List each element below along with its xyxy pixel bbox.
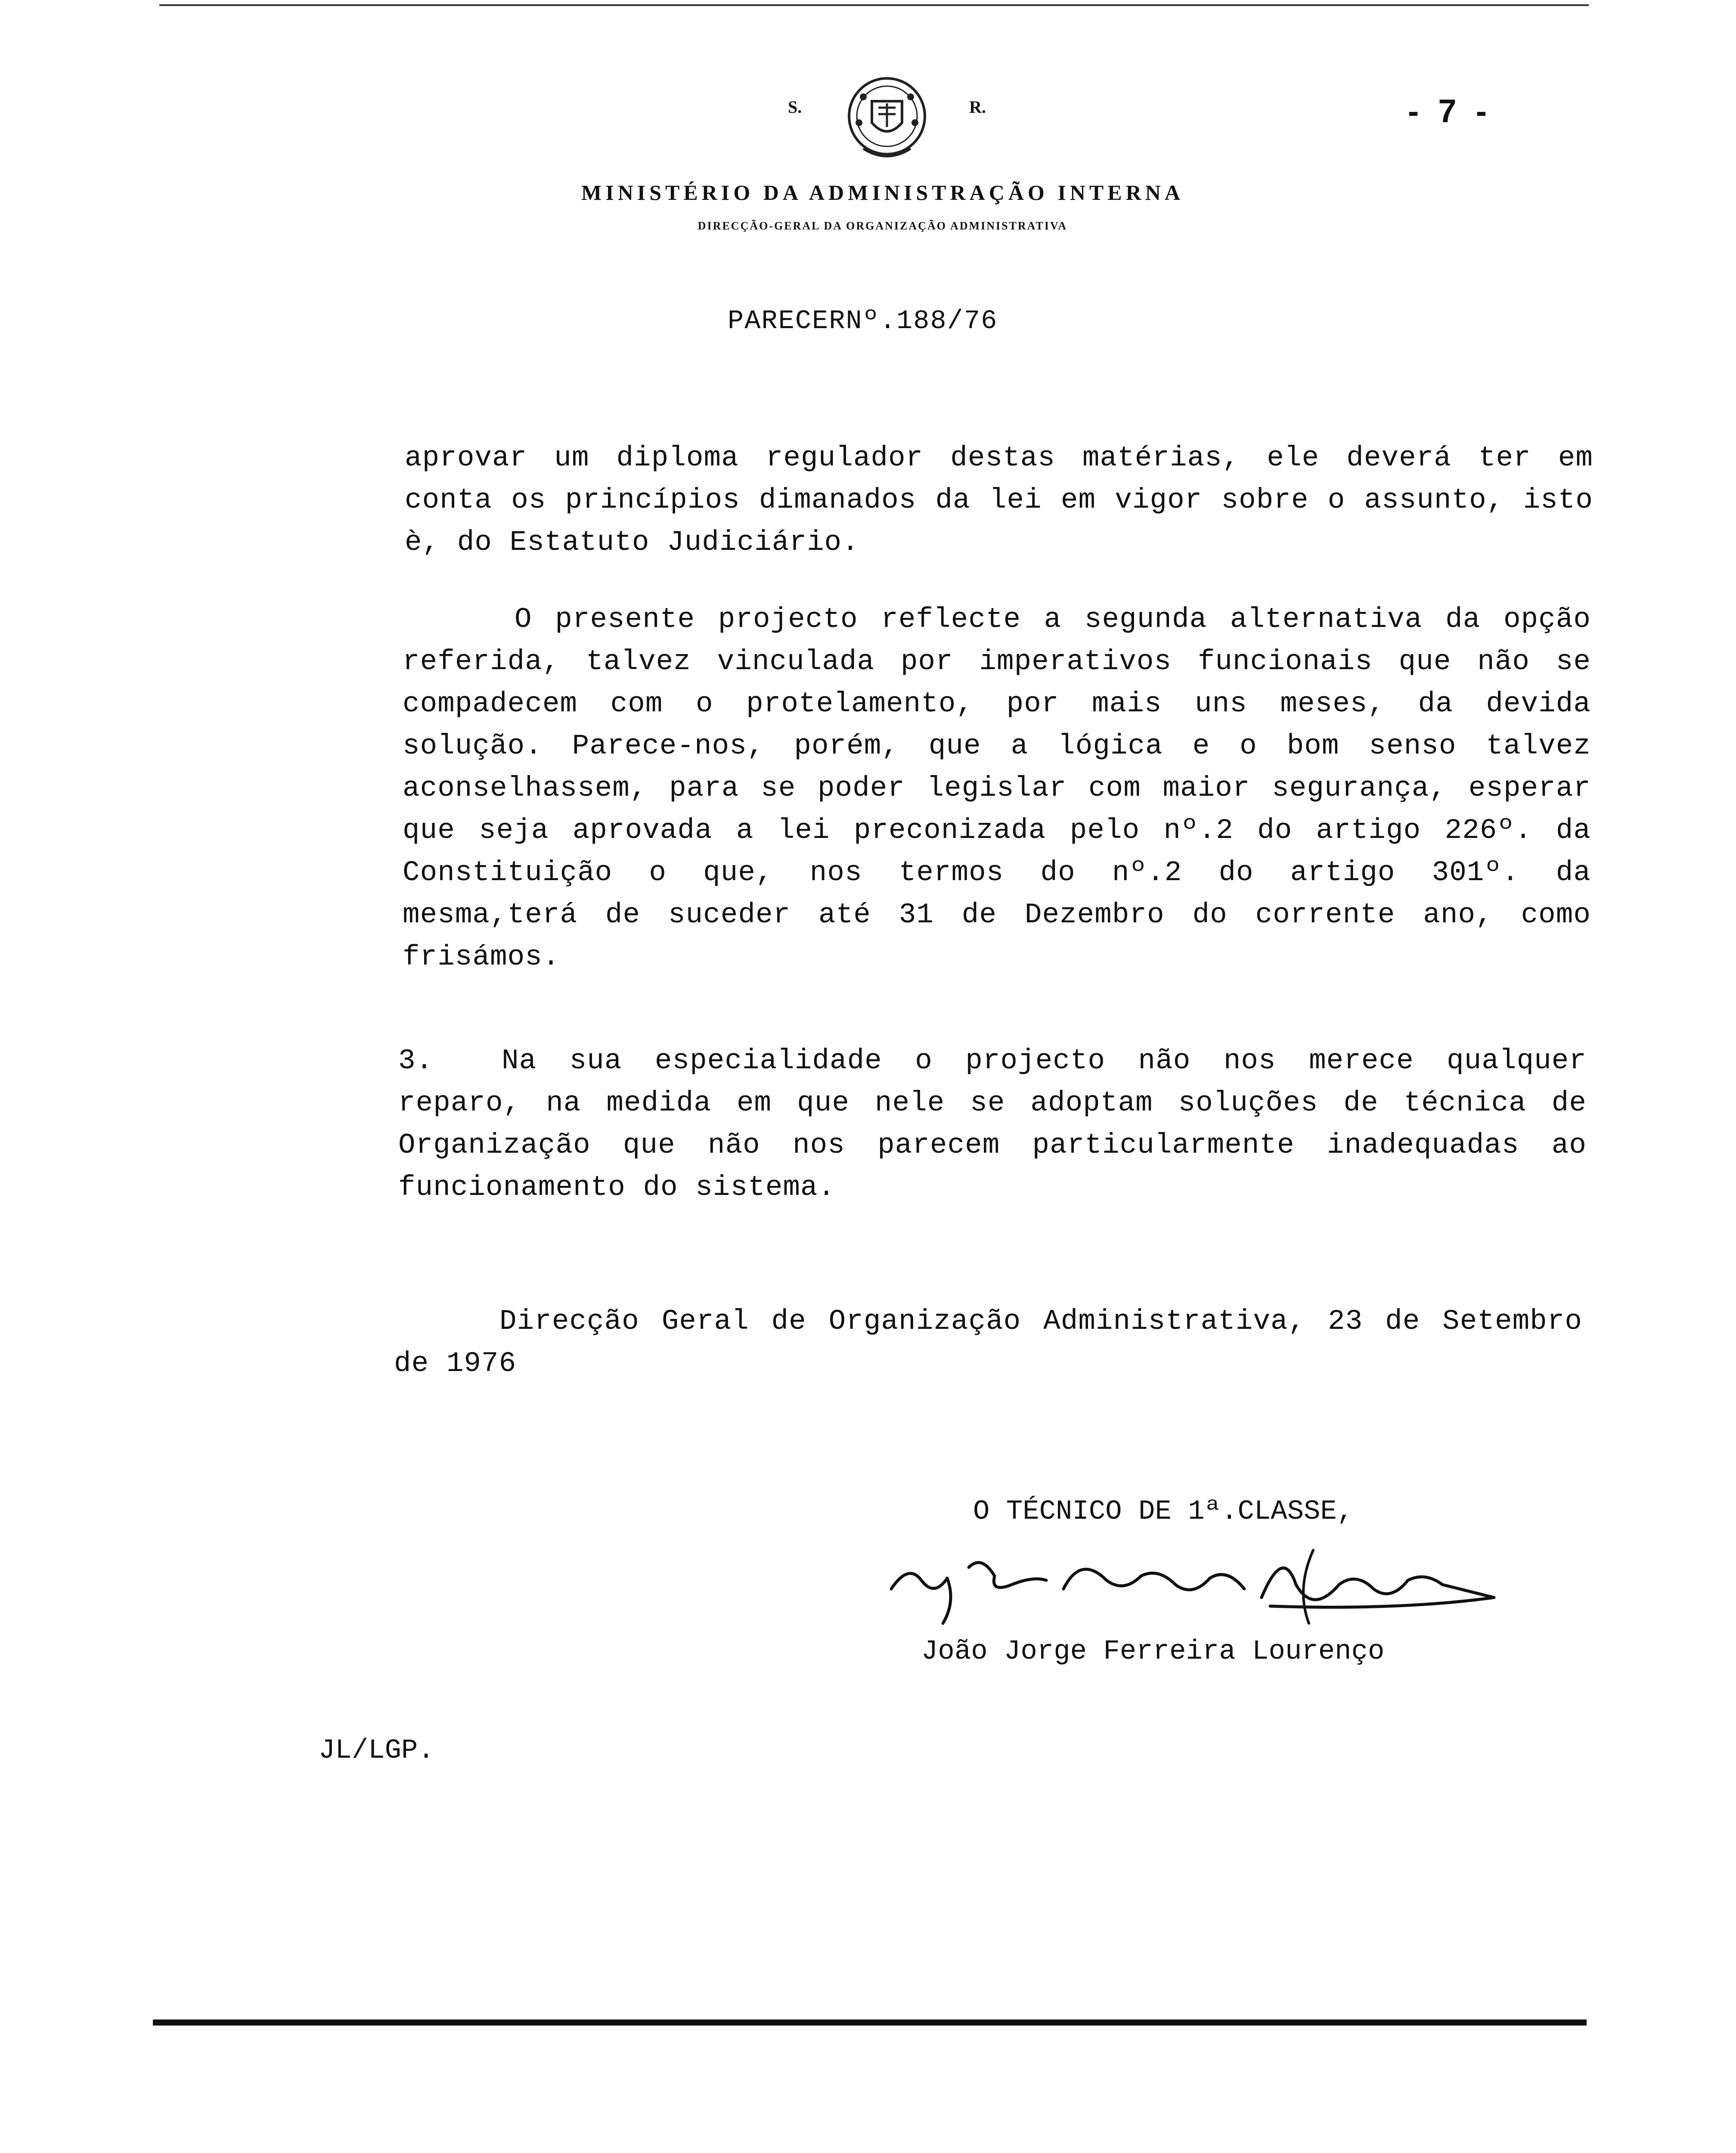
- paragraph-1: aprovar um diploma regulador destas matérias, ele deverá ter em conta os princípios dimanados da lei em vigor sobre o assunto, isto è, do Estatuto Judiciário.: [405, 442, 1593, 558]
- signatory-title: O TÉCNICO DE 1ª.CLASSE,: [973, 1496, 1354, 1527]
- handwritten-signature: [883, 1537, 1507, 1636]
- bottom-divider: [153, 2020, 1587, 2026]
- document-reference: PARECERNº.188/76: [728, 306, 998, 336]
- paragraph-3: [398, 1040, 1587, 1209]
- emblem-right-letter: R.: [969, 97, 986, 117]
- typist-initials: JL/LGP.: [319, 1735, 434, 1766]
- emblem-header: [766, 71, 1008, 166]
- paragraph-2: O presente projecto reflecte a segunda alternativa da opção referida, talvez vinculada por imperativos funcionais que não se compadecem com o protelamento, por mais uns meses, da devida solução. Parece-nos, porém, que a lógica e o bom senso talvez aconselhassem, para se poder legislar com maior segurança, esperar que seja aprovada a lei preconizada pelo nº.2 do artigo 226º. da Constituição o que, nos termos do nº.2 do artigo 301º. da mesma,terá de suceder até 31 de Dezembro do corrente ano, como frisámos.: [403, 603, 1591, 973]
- top-edge-rule: [159, 4, 1589, 6]
- paragraph-3-number: 3.: [398, 1045, 434, 1077]
- emblem-left-letter: S.: [788, 97, 802, 117]
- department-subtitle: DIRECÇÃO-GERAL DA ORGANIZAÇÃO ADMINISTRATIVA: [698, 220, 1068, 232]
- coat-of-arms-icon: [837, 71, 936, 166]
- page-number: - 7 -: [1408, 93, 1492, 130]
- paragraph-3-text: Na sua especialidade o projecto não nos merece qualquer reparo, na medida em que nele se adoptam soluções de técnica de Organização que não nos parecem particularmente inadequadas ao funcionamento do sistema.: [398, 1045, 1587, 1204]
- signatory-name: João Jorge Ferreira Lourenço: [921, 1636, 1385, 1667]
- closing-line: Direcção Geral de Organização Administrativa, 23 de Setembro de 1976: [394, 1305, 1582, 1380]
- ministry-title: MINISTÉRIO DA ADMINISTRAÇÃO INTERNA: [581, 180, 1184, 205]
